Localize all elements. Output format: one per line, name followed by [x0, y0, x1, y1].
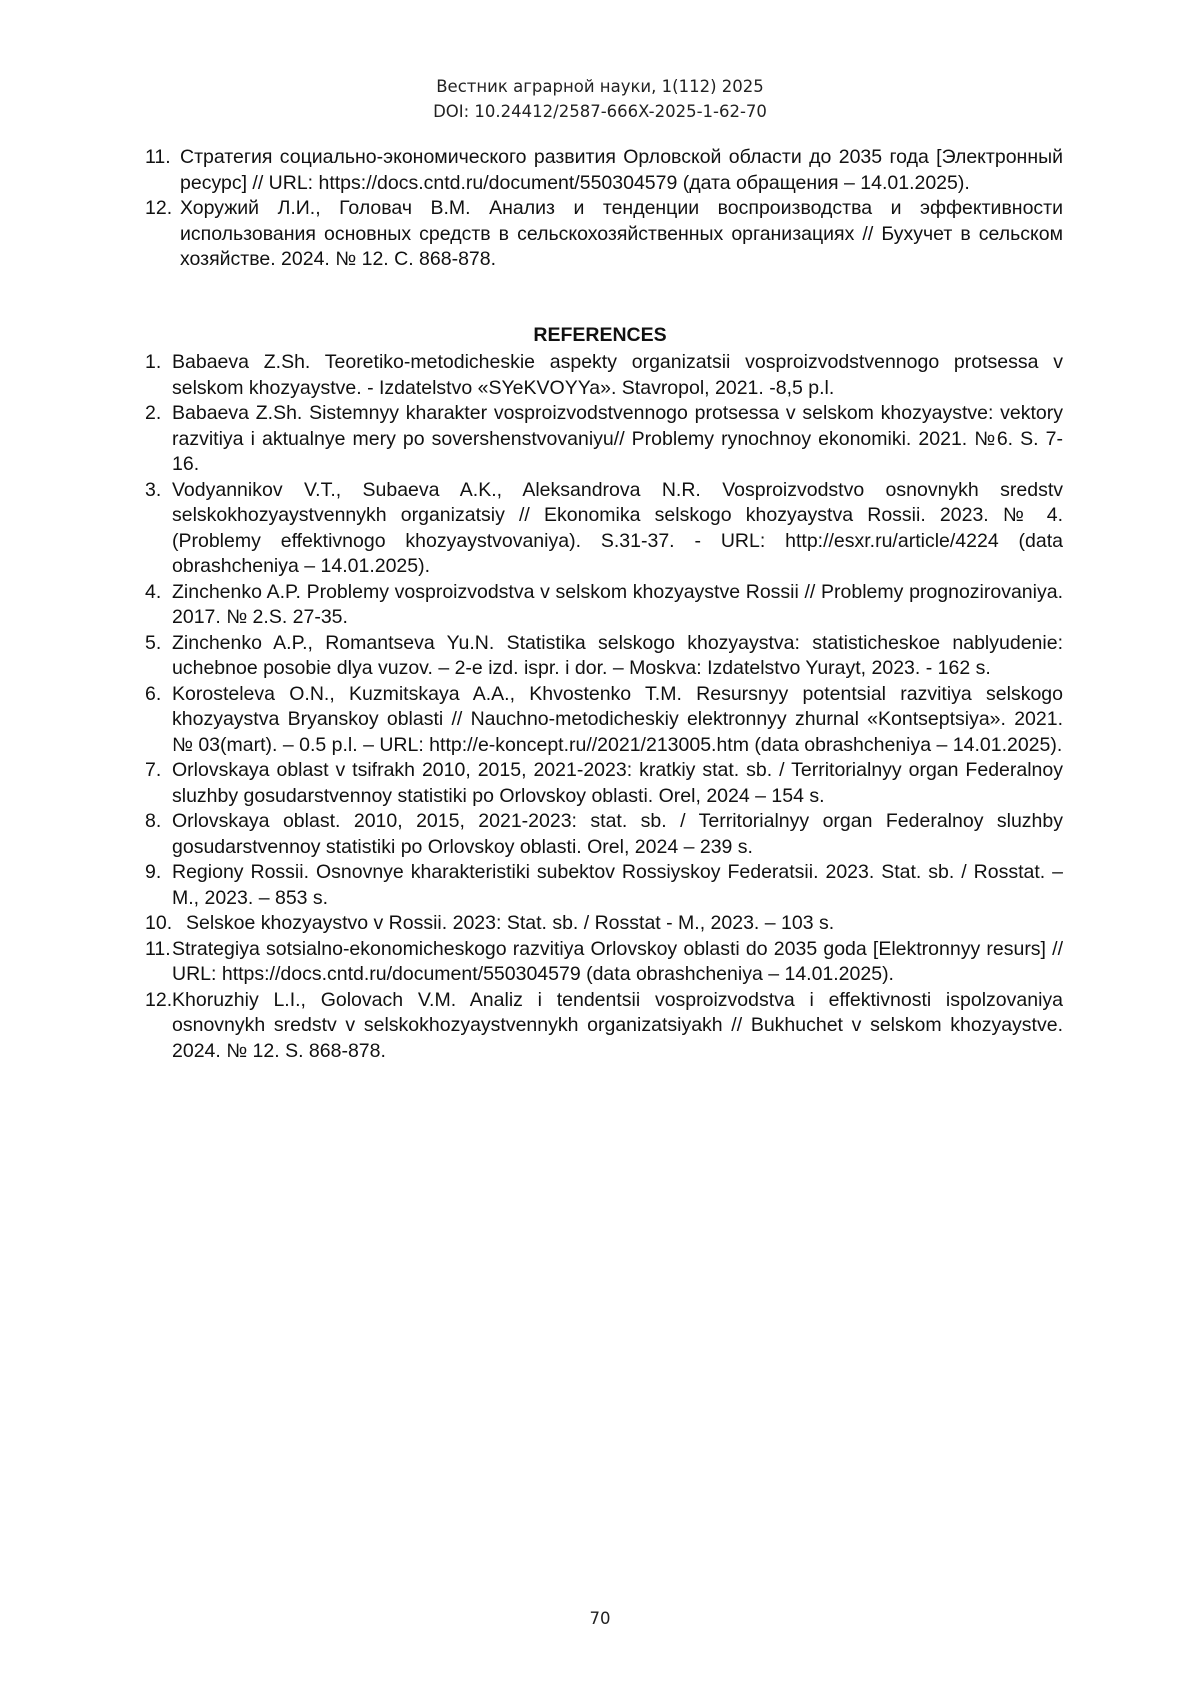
- reference-number: 1.: [145, 351, 162, 373]
- reference-text: Babaeva Z.Sh. Sistemnyy kharakter vosproizvodstvennogo protsessa v selskom khozyaystve: vektory razvitiya i aktualnye mery po sovershenstvovaniyu// Problemy rynochnoy ekonomiki. 2021. №6. S. 7-16.: [172, 402, 1063, 475]
- references-heading: REFERENCES: [533, 324, 667, 346]
- russian-reference-list: [145, 145, 1063, 273]
- reference-text: Orlovskaya oblast v tsifrakh 2010, 2015, 2021-2023: kratkiy stat. sb. / Territorialnyy organ Federalnoy sluzhby gosudarstvennoy statistiki po Orlovskoy oblasti. Orel, 2024 – 154 s.: [172, 759, 1063, 807]
- reference-number: 5.: [145, 631, 162, 654]
- reference-number: 4.: [145, 580, 162, 603]
- reference-text: Zinchenko A.P., Romantseva Yu.N. Statistika selskogo khozyaystva: statisticheskoe nablyudenie: uchebnoe posobie dlya vuzov. – 2-e izd. ispr. i dor. – Moskva: Izdatelstvo Yurayt, 2023. - 162 s.: [172, 631, 1063, 679]
- reference-item: [145, 758, 1063, 809]
- reference-number: 7.: [145, 759, 162, 781]
- page-number: 70: [589, 1609, 611, 1628]
- reference-text: Selskoe khozyaystvo v Rossii. 2023: Stat. sb. / Rosstat - M., 2023. – 103 s.: [186, 912, 835, 934]
- reference-text: Zinchenko A.P. Problemy vosproizvodstva v selskom khozyaystve Rossii // Problemy prognozirovaniya. 2017. № 2.S. 27-35.: [172, 580, 1063, 628]
- reference-item: [145, 631, 1063, 682]
- reference-item: [145, 937, 1063, 988]
- reference-text: Regiony Rossii. Osnovnye kharakteristiki subektov Rossiyskoy Federatsii. 2023. Stat. sb. / Rosstat. – M., 2023. – 853 s.: [172, 861, 1063, 909]
- reference-text: Orlovskaya oblast. 2010, 2015, 2021-2023: stat. sb. / Territorialnyy organ Federalnoy sluzhby gosudarstvennoy statistiki po Orlovskoy oblasti. Orel, 2024 – 239 s.: [172, 810, 1063, 858]
- reference-item: [145, 580, 1063, 631]
- reference-number: 8.: [145, 810, 162, 832]
- reference-text: Khoruzhiy L.I., Golovach V.M. Analiz i tendentsii vosproizvodstva i effektivnosti ispolzovaniya osnovnykh sredstv v selskokhozyaystvennykh organizatsiyakh // Bukhuchet v selskom khozyaystve. 2024. № 12. S. 868-878.: [172, 988, 1063, 1062]
- reference-text: Babaeva Z.Sh. Teoretiko-metodicheskie aspekty organizatsii vosproizvodstvennogo protsessa v selskom khozyaystve. - Izdatelstvo «SYeKVOYYa». Stavropol, 2021. -8,5 p.l.: [172, 351, 1063, 399]
- reference-number: 9.: [145, 861, 162, 883]
- reference-text: Стратегия социально-экономического развития Орловской области до 2035 года [Электронный ресурс] // URL: https://docs.cntd.ru/document/550304579 (дата обращения – 14.01.2025).: [180, 146, 1063, 194]
- reference-number: 10.: [145, 912, 173, 934]
- reference-number: 11.: [145, 937, 171, 960]
- reference-item: [145, 809, 1063, 860]
- reference-item: [145, 911, 1063, 937]
- reference-item: [145, 350, 1063, 401]
- reference-text: Vodyannikov V.T., Subaeva A.K., Aleksandrova N.R. Vosproizvodstvo osnovnykh sredstv selskokhozyaystvennykh organizatsiy // Ekonomika selskogo khozyaystva Rossii. 2023. № 4. (Problemy effektivnogo khozyaystvovaniya). S.31-37. - URL: http://esxr.ru/article/4224 (data obrashcheniya – 14.01.2025).: [172, 478, 1063, 577]
- reference-item: [145, 682, 1063, 759]
- reference-number: 12.: [145, 988, 173, 1011]
- reference-number: 2.: [145, 402, 162, 424]
- reference-number: 12.: [145, 197, 173, 219]
- reference-item: [145, 478, 1063, 580]
- journal-title: Вестник аграрной науки, 1(112) 2025: [436, 77, 764, 96]
- reference-number: 11.: [145, 146, 171, 168]
- reference-item: [145, 860, 1063, 911]
- reference-text: Strategiya sotsialno-ekonomicheskogo razvitiya Orlovskoy oblasti do 2035 goda [Elektronnyy resurs] // URL: https://docs.cntd.ru/document/550304579 (data obrashcheniya – 14.01.2025).: [172, 937, 1063, 985]
- reference-item: [145, 401, 1063, 478]
- running-header: [0, 74, 1200, 124]
- reference-text: Korosteleva O.N., Kuzmitskaya A.A., Khvostenko T.M. Resursnyy potentsial razvitiya selskogo khozyaystva Bryanskoy oblasti // Nauchno-metodicheskiy elektronnyy zhurnal «Kontseptsiya». 2021. № 03(mart). – 0.5 p.l. – URL: http://e-koncept.ru//2021/213005.htm (data obrashcheniya – 14.01.2025).: [172, 682, 1063, 756]
- reference-text: Хоружий Л.И., Головач В.М. Анализ и тенденции воспроизводства и эффективности использования основных средств в сельскохозяйственных организациях // Бухучет в сельском хозяйстве. 2024. № 12. С. 868-878.: [180, 197, 1063, 270]
- reference-item: [145, 145, 1063, 196]
- reference-item: [145, 196, 1063, 273]
- reference-number: 3.: [145, 478, 162, 501]
- english-reference-list: [145, 350, 1063, 1064]
- doi-line: DOI: 10.24412/2587-666X-2025-1-62-70: [433, 102, 767, 121]
- reference-item: [145, 988, 1063, 1065]
- reference-number: 6.: [145, 682, 162, 705]
